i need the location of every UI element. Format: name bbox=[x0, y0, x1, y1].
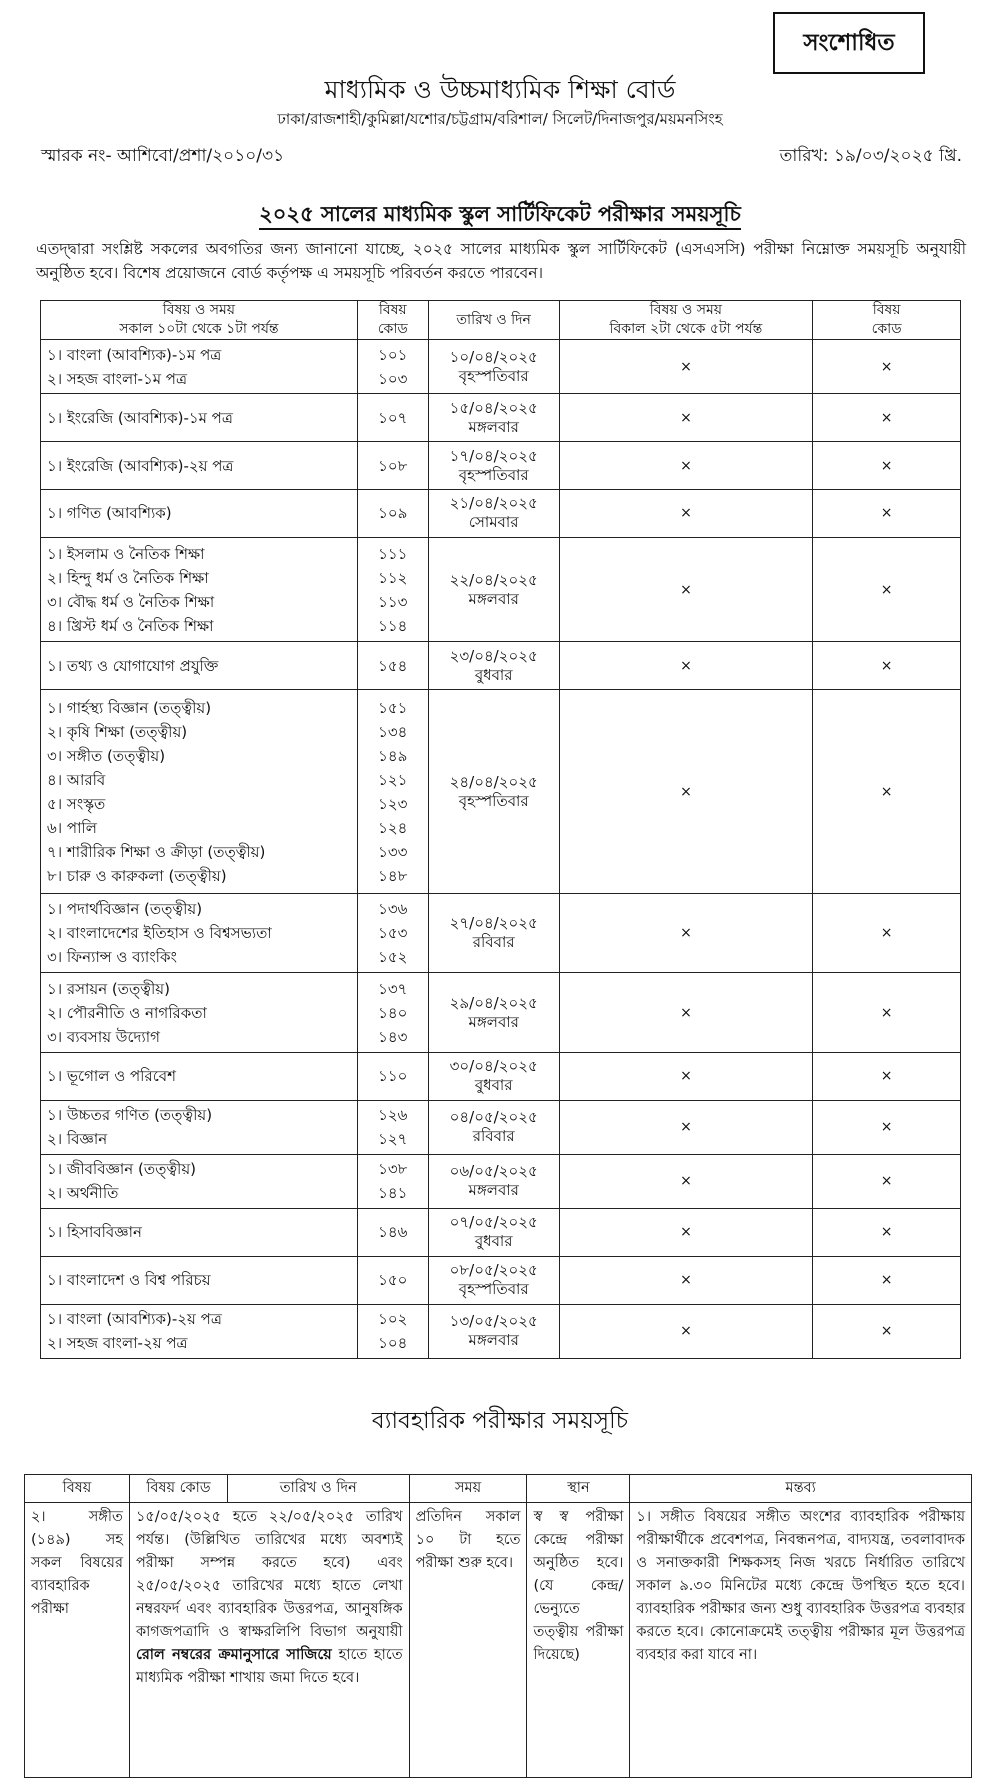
row-date-day bbox=[428, 1100, 559, 1154]
header-date-day: তারিখ ও দিন bbox=[428, 301, 559, 340]
row-codes bbox=[357, 1154, 428, 1208]
subject-code: ১২১ bbox=[378, 770, 408, 789]
header-afternoon-code: বিষয় কোড bbox=[813, 301, 961, 340]
afternoon-subject-cell: × bbox=[559, 490, 813, 538]
afternoon-code-cell: × bbox=[813, 1256, 961, 1304]
subject-name: ১। বাংলা (আবশ্যিক)-২য় পত্র bbox=[47, 1310, 222, 1329]
row-subjects bbox=[41, 394, 358, 442]
subject-code: ১৪৮ bbox=[378, 866, 408, 885]
subject-name: ৭। শারীরিক শিক্ষা ও ক্রীড়া (তত্ত্বীয়) bbox=[47, 842, 266, 861]
exam-day: বৃহস্পতিবার bbox=[458, 465, 529, 484]
schedule-body bbox=[41, 340, 961, 1359]
schedule-row bbox=[41, 1100, 961, 1154]
row-subjects bbox=[41, 1100, 358, 1154]
subject-code: ১৪৬ bbox=[378, 1223, 408, 1242]
practical-header-code: বিষয় কোড bbox=[129, 1475, 227, 1503]
row-date-day bbox=[428, 690, 559, 894]
issue-date: তারিখ: ১৯/০৩/২০২৫ খ্রি. bbox=[779, 146, 962, 166]
exam-day: বৃহস্পতিবার bbox=[458, 791, 529, 810]
exam-date: ১৭/০৪/২০২৫ bbox=[449, 446, 538, 465]
afternoon-subject-cell: × bbox=[559, 642, 813, 690]
exam-day: বৃহস্পতিবার bbox=[458, 1280, 529, 1299]
exam-day: সোমবার bbox=[468, 513, 519, 532]
exam-day: মঙ্গলবার bbox=[468, 1181, 519, 1200]
row-codes bbox=[357, 537, 428, 641]
table-header-row bbox=[41, 301, 961, 340]
subject-name: ২। বিজ্ঞান bbox=[47, 1130, 108, 1149]
practical-remarks: ১। সঙ্গীত বিষয়ের সঙ্গীত অংশের ব্যাবহারিক পরীক্ষায় পরীক্ষার্থীকে প্রবেশপত্র, নিবন্ধনপত্র, বাদ্যযন্ত্র, তবলাবাদক ও সনাক্তকারী শিক্ষকসহ নিজ খরচে নির্ধারিত তারিখে সকাল ৯.৩০ মিনিটের মধ্যে কেন্দ্রে উপস্থিত হতে হবে। ব্যাবহারিক পরীক্ষার জন্য শুধু ব্যাবহারিক উত্তরপত্র ব্যবহার করতে হবে। কোনোক্রমেই তত্ত্বীয় পরীক্ষার মূল উত্তরপত্র ব্যবহার করা যাবে না। bbox=[630, 1503, 972, 1778]
page-title-text: ২০২৫ সালের মাধ্যমিক স্কুল সার্টিফিকেট পরীক্ষার সময়সূচি bbox=[259, 202, 741, 230]
practical-header-place: স্থান bbox=[527, 1475, 630, 1503]
subject-name: ২। সহজ বাংলা-২য় পত্র bbox=[47, 1334, 188, 1353]
afternoon-code-cell: × bbox=[813, 973, 961, 1052]
subject-name: ১। বাংলাদেশ ও বিশ্ব পরিচয় bbox=[47, 1271, 211, 1290]
subject-code: ১৫৩ bbox=[378, 924, 408, 943]
subject-code: ১৫৪ bbox=[378, 656, 408, 675]
revised-stamp: সংশোধিত bbox=[773, 12, 925, 74]
row-date-day bbox=[428, 1256, 559, 1304]
row-subjects bbox=[41, 1052, 358, 1100]
subject-name: ৬। পালি bbox=[47, 818, 97, 837]
schedule-row bbox=[41, 340, 961, 394]
subject-name: ১। গার্হস্থ্য বিজ্ঞান (তত্ত্বীয়) bbox=[47, 698, 212, 717]
practical-header-time: সময় bbox=[409, 1475, 527, 1503]
practical-subject: ২। সঙ্গীত (১৪৯) সহ সকল বিষয়ের ব্যাবহারিক পরীক্ষা bbox=[25, 1503, 130, 1778]
row-subjects bbox=[41, 690, 358, 894]
row-date-day bbox=[428, 442, 559, 490]
practical-row bbox=[25, 1503, 972, 1778]
subject-code: ১৩৩ bbox=[378, 842, 408, 861]
exam-day: মঙ্গলবার bbox=[468, 1012, 519, 1031]
row-subjects bbox=[41, 340, 358, 394]
subject-code: ১০৩ bbox=[378, 369, 408, 388]
afternoon-subject-cell: × bbox=[559, 690, 813, 894]
afternoon-subject-cell: × bbox=[559, 1208, 813, 1256]
header-code: বিষয় কোড bbox=[357, 301, 428, 340]
schedule-row bbox=[41, 642, 961, 690]
practical-header-subject: বিষয় bbox=[25, 1475, 130, 1503]
subject-name: ১। উচ্চতর গণিত (তত্ত্বীয়) bbox=[47, 1106, 213, 1125]
subject-name: ২। কৃষি শিক্ষা (তত্ত্বীয়) bbox=[47, 722, 188, 741]
subject-code: ১০১ bbox=[378, 345, 408, 364]
header-morning-subject: বিষয় ও সময় সকাল ১০টা থেকে ১টা পর্যন্ত bbox=[41, 301, 358, 340]
schedule-row bbox=[41, 1304, 961, 1358]
subject-code: ১৩৪ bbox=[378, 722, 408, 741]
row-codes bbox=[357, 1052, 428, 1100]
row-codes bbox=[357, 894, 428, 973]
subject-code: ১২৭ bbox=[378, 1130, 408, 1149]
subject-name: ৪। খ্রিস্ট ধর্ম ও নৈতিক শিক্ষা bbox=[47, 616, 214, 635]
afternoon-code-cell: × bbox=[813, 537, 961, 641]
afternoon-subject-cell: × bbox=[559, 442, 813, 490]
row-codes bbox=[357, 442, 428, 490]
memo-number: স্মারক নং- আশিবো/প্রশা/২০১০/৩১ bbox=[41, 146, 285, 166]
subject-code: ১০৮ bbox=[378, 456, 408, 475]
subject-code: ১৫০ bbox=[378, 1271, 408, 1290]
exam-date: ০৬/০৫/২০২৫ bbox=[449, 1162, 538, 1181]
row-codes bbox=[357, 1256, 428, 1304]
row-subjects bbox=[41, 537, 358, 641]
subject-name: ১। পদার্থবিজ্ঞান (তত্ত্বীয়) bbox=[47, 900, 203, 919]
exam-day: বুধবার bbox=[474, 665, 513, 684]
row-codes bbox=[357, 1304, 428, 1358]
exam-date: ০৮/০৫/২০২৫ bbox=[449, 1261, 538, 1280]
exam-date: ২৭/০৪/২০২৫ bbox=[449, 914, 538, 933]
exam-date: ১০/০৪/২০২৫ bbox=[449, 347, 538, 366]
notice-paragraph: এতদ্দ্বারা সংশ্লিষ্ট সকলের অবগতির জন্য জানানো যাচ্ছে, ২০২৫ সালের মাধ্যমিক স্কুল সার্টিফিকেট (এসএসসি) পরীক্ষা নিম্নোক্ত সময়সূচি অনুযায়ী অনুষ্ঠিত হবে। বিশেষ প্রয়োজনে বোর্ড কর্তৃপক্ষ এ সময়সূচি পরিবর্তন করতে পারবেন। bbox=[36, 240, 966, 282]
subject-name: ১। ইসলাম ও নৈতিক শিক্ষা bbox=[47, 544, 205, 563]
subject-name: ২। হিন্দু ধর্ম ও নৈতিক শিক্ষা bbox=[47, 568, 209, 587]
afternoon-code-cell: × bbox=[813, 1304, 961, 1358]
afternoon-code-cell: × bbox=[813, 1100, 961, 1154]
row-subjects bbox=[41, 442, 358, 490]
exam-date: ৩০/০৪/২০২৫ bbox=[449, 1057, 538, 1076]
afternoon-subject-cell: × bbox=[559, 1256, 813, 1304]
subject-code: ১৪১ bbox=[378, 1184, 408, 1203]
exam-date: ০৭/০৫/২০২৫ bbox=[449, 1213, 538, 1232]
exam-day: বুধবার bbox=[474, 1232, 513, 1251]
subject-name: ৩। বৌদ্ধ ধর্ম ও নৈতিক শিক্ষা bbox=[47, 592, 215, 611]
exam-date: ১৩/০৫/২০২৫ bbox=[449, 1312, 538, 1331]
exam-day: মঙ্গলবার bbox=[468, 589, 519, 608]
afternoon-subject-cell: × bbox=[559, 1100, 813, 1154]
subject-name: ১। তথ্য ও যোগাযোগ প্রযুক্তি bbox=[47, 656, 219, 675]
schedule-row bbox=[41, 1256, 961, 1304]
row-date-day bbox=[428, 1208, 559, 1256]
row-date-day bbox=[428, 1154, 559, 1208]
afternoon-code-cell: × bbox=[813, 1154, 961, 1208]
subject-code: ১১১ bbox=[378, 544, 408, 563]
row-subjects bbox=[41, 1256, 358, 1304]
schedule-row bbox=[41, 690, 961, 894]
practical-header-remarks: মন্তব্য bbox=[630, 1475, 972, 1503]
row-subjects bbox=[41, 1208, 358, 1256]
subject-code: ১০৪ bbox=[378, 1334, 408, 1353]
row-date-day bbox=[428, 537, 559, 641]
practical-date-text: ১৫/০৫/২০২৫ হতে ২২/০৫/২০২৫ তারিখ পর্যন্ত। (উল্লিখিত তারিখের মধ্যে অবশ্যই পরীক্ষা সম্পন্ন করতে হবে) এবং ২৫/০৫/২০২৫ তারিখের মধ্যে হাতে লেখা নম্বরফর্দ এবং ব্যাবহারিক উত্তরপত্র, আনুষঙ্গিক কাগজপত্রাদি ও স্বাক্ষরলিপি বিভাগ অনুযায়ী রোল নম্বরের ক্রমানুসারে সাজিয়ে হাতে হাতে মাধ্যমিক পরীক্ষা শাখায় জমা দিতে হবে। bbox=[129, 1503, 409, 1778]
exam-day: মঙ্গলবার bbox=[468, 417, 519, 436]
afternoon-code-cell: × bbox=[813, 1052, 961, 1100]
header-afternoon-subject: বিষয় ও সময় বিকাল ২টা থেকে ৫টা পর্যন্ত bbox=[559, 301, 813, 340]
subject-name: ৩। ব্যবসায় উদ্যোগ bbox=[47, 1027, 160, 1046]
board-cities: ঢাকা/রাজশাহী/কুমিল্লা/যশোর/চট্টগ্রাম/বরিশাল/ সিলেট/দিনাজপুর/ময়মনসিংহ bbox=[277, 110, 723, 128]
board-name: মাধ্যমিক ও উচ্চমাধ্যমিক শিক্ষা বোর্ড bbox=[324, 75, 676, 104]
row-date-day bbox=[428, 1304, 559, 1358]
schedule-row bbox=[41, 1052, 961, 1100]
row-date-day bbox=[428, 642, 559, 690]
schedule-row bbox=[41, 1154, 961, 1208]
schedule-row bbox=[41, 442, 961, 490]
row-codes bbox=[357, 642, 428, 690]
row-codes bbox=[357, 690, 428, 894]
subject-code: ১৪৯ bbox=[378, 746, 408, 765]
practical-time: প্রতিদিন সকাল ১০ টা হতে পরীক্ষা শুরু হবে। bbox=[409, 1503, 527, 1778]
subject-code: ১০৭ bbox=[378, 408, 408, 427]
subject-name: ১। ইংরেজি (আবশ্যিক)-১ম পত্র bbox=[47, 408, 233, 427]
schedule-row bbox=[41, 490, 961, 538]
row-codes bbox=[357, 1208, 428, 1256]
row-codes bbox=[357, 340, 428, 394]
subject-code: ১৪৩ bbox=[378, 1027, 408, 1046]
subject-name: ৩। সঙ্গীত (তত্ত্বীয়) bbox=[47, 746, 166, 765]
schedule-row bbox=[41, 1208, 961, 1256]
afternoon-subject-cell: × bbox=[559, 973, 813, 1052]
subject-name: ১। ভূগোল ও পরিবেশ bbox=[47, 1067, 176, 1086]
subject-name: ১। হিসাববিজ্ঞান bbox=[47, 1223, 142, 1242]
subject-code: ১১৩ bbox=[378, 592, 408, 611]
afternoon-code-cell: × bbox=[813, 894, 961, 973]
exam-date: ২৯/০৪/২০২৫ bbox=[449, 993, 538, 1012]
subject-name: ১। গণিত (আবশ্যিক) bbox=[47, 504, 172, 523]
subject-code: ১৩৭ bbox=[378, 979, 408, 998]
subject-name: ২। অর্থনীতি bbox=[47, 1184, 119, 1203]
afternoon-code-cell: × bbox=[813, 690, 961, 894]
schedule-row bbox=[41, 973, 961, 1052]
practical-title: ব্যাবহারিক পরীক্ষার সময়সূচি bbox=[371, 1408, 629, 1434]
subject-name: ২। পৌরনীতি ও নাগরিকতা bbox=[47, 1003, 207, 1022]
row-subjects bbox=[41, 1304, 358, 1358]
subject-name: ২। সহজ বাংলা-১ম পত্র bbox=[47, 369, 187, 388]
subject-code: ১০২ bbox=[378, 1310, 408, 1329]
row-date-day bbox=[428, 894, 559, 973]
subject-code: ১১০ bbox=[378, 1067, 408, 1086]
row-subjects bbox=[41, 894, 358, 973]
subject-code: ১৪০ bbox=[378, 1003, 408, 1022]
exam-date: ২১/০৪/২০২৫ bbox=[449, 494, 538, 513]
exam-day: রবিবার bbox=[472, 933, 515, 952]
practical-header-row bbox=[25, 1475, 972, 1503]
afternoon-code-cell: × bbox=[813, 442, 961, 490]
subject-code: ১২৪ bbox=[378, 818, 408, 837]
row-subjects bbox=[41, 973, 358, 1052]
row-codes bbox=[357, 973, 428, 1052]
schedule-row bbox=[41, 394, 961, 442]
subject-code: ১৫১ bbox=[378, 698, 408, 717]
afternoon-subject-cell: × bbox=[559, 537, 813, 641]
subject-name: ১। রসায়ন (তত্ত্বীয়) bbox=[47, 979, 170, 998]
afternoon-subject-cell: × bbox=[559, 1304, 813, 1358]
subject-name: ১। জীববিজ্ঞান (তত্ত্বীয়) bbox=[47, 1160, 197, 1179]
afternoon-code-cell: × bbox=[813, 490, 961, 538]
row-codes bbox=[357, 490, 428, 538]
exam-day: রবিবার bbox=[472, 1127, 515, 1146]
afternoon-subject-cell: × bbox=[559, 340, 813, 394]
exam-date: ২২/০৪/২০২৫ bbox=[449, 570, 538, 589]
subject-code: ১৩৬ bbox=[378, 900, 408, 919]
page-title bbox=[0, 198, 1000, 233]
practical-schedule-table bbox=[24, 1474, 972, 1778]
afternoon-subject-cell: × bbox=[559, 894, 813, 973]
subject-name: ১। ইংরেজি (আবশ্যিক)-২য় পত্র bbox=[47, 456, 234, 475]
subject-name: ৫। সংস্কৃত bbox=[47, 794, 106, 813]
afternoon-code-cell: × bbox=[813, 394, 961, 442]
practical-place: স্ব স্ব পরীক্ষা কেন্দ্রে পরীক্ষা অনুষ্ঠিত হবে। (যে কেন্দ্র/ ভেন্যুতে তত্ত্বীয় পরীক্ষা দিয়েছে) bbox=[527, 1503, 630, 1778]
practical-header-date: তারিখ ও দিন bbox=[227, 1475, 409, 1503]
exam-day: বুধবার bbox=[474, 1076, 513, 1095]
subject-name: ২। বাংলাদেশের ইতিহাস ও বিশ্বসভ্যতা bbox=[47, 924, 272, 943]
row-codes bbox=[357, 394, 428, 442]
exam-date: ২৪/০৪/২০২৫ bbox=[449, 772, 538, 791]
afternoon-code-cell: × bbox=[813, 340, 961, 394]
row-date-day bbox=[428, 340, 559, 394]
afternoon-subject-cell: × bbox=[559, 1154, 813, 1208]
row-date-day bbox=[428, 1052, 559, 1100]
subject-name: ৮। চারু ও কারুকলা (তত্ত্বীয়) bbox=[47, 866, 227, 885]
subject-code: ১১৪ bbox=[378, 616, 408, 635]
exam-date: ২৩/০৪/২০২৫ bbox=[449, 646, 538, 665]
afternoon-subject-cell: × bbox=[559, 394, 813, 442]
subject-name: ৩। ফিন্যান্স ও ব্যাংকিং bbox=[47, 948, 177, 967]
subject-code: ১২৩ bbox=[378, 794, 408, 813]
subject-code: ১২৬ bbox=[378, 1106, 408, 1125]
row-subjects bbox=[41, 642, 358, 690]
subject-code: ১৩৮ bbox=[378, 1160, 408, 1179]
subject-name: ১। বাংলা (আবশ্যিক)-১ম পত্র bbox=[47, 345, 222, 364]
afternoon-code-cell: × bbox=[813, 642, 961, 690]
row-date-day bbox=[428, 394, 559, 442]
subject-code: ১০৯ bbox=[378, 504, 408, 523]
row-date-day bbox=[428, 490, 559, 538]
schedule-row bbox=[41, 894, 961, 973]
subject-code: ১১২ bbox=[378, 568, 408, 587]
row-subjects bbox=[41, 1154, 358, 1208]
exam-date: ০৪/০৫/২০২৫ bbox=[449, 1108, 538, 1127]
schedule-row bbox=[41, 537, 961, 641]
subject-code: ১৫২ bbox=[378, 948, 408, 967]
subject-name: ৪। আরবি bbox=[47, 770, 106, 789]
exam-day: বৃহস্পতিবার bbox=[458, 366, 529, 385]
row-date-day bbox=[428, 973, 559, 1052]
afternoon-code-cell: × bbox=[813, 1208, 961, 1256]
row-codes bbox=[357, 1100, 428, 1154]
exam-schedule-table bbox=[40, 300, 961, 1359]
afternoon-subject-cell: × bbox=[559, 1052, 813, 1100]
exam-day: মঙ্গলবার bbox=[468, 1331, 519, 1350]
practical-date-bold: রোল নম্বরের ক্রমানুসারে সাজিয়ে bbox=[135, 1647, 332, 1663]
row-subjects bbox=[41, 490, 358, 538]
exam-date: ১৫/০৪/২০২৫ bbox=[449, 398, 538, 417]
